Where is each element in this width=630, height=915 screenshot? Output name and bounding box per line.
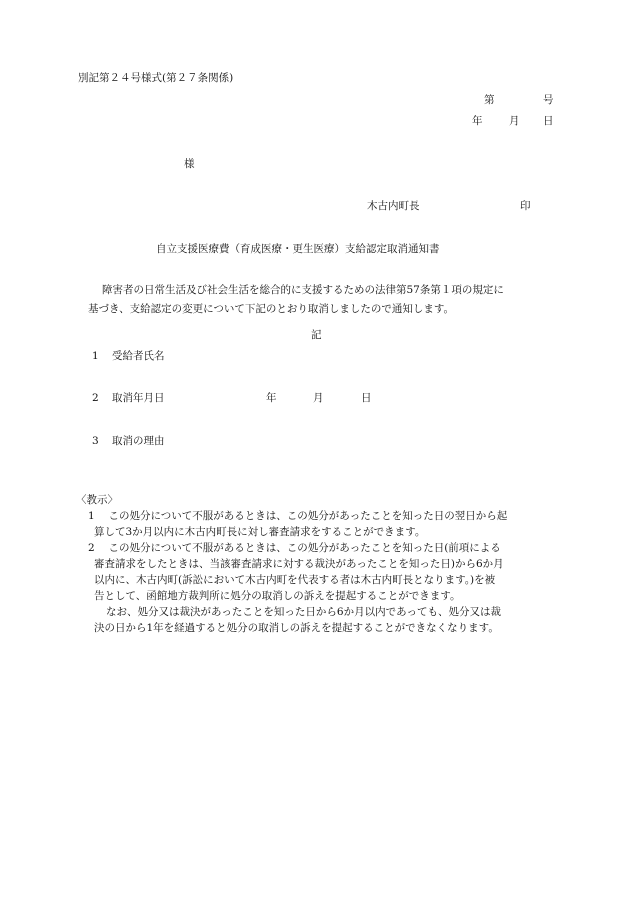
item-1-number: 1: [92, 350, 99, 362]
item-2-number: 2: [92, 392, 99, 404]
ki-label: 記: [311, 329, 322, 341]
body-line: 障害者の日常生活及び社会生活を総合的に支援するための法律第57条第１項の規定に: [102, 284, 504, 296]
notice-line: 審査請求をしたときは、当該審査請求に対する裁決があったことを知った日)から6か月: [94, 558, 504, 570]
notice-section: [76, 492, 507, 636]
issuer-name: 木古内町長: [367, 200, 420, 212]
notice-line: 告として、函館地方裁判所に処分の取消しの訴えを提起することができます。: [94, 590, 461, 602]
notice-line: 以内に、木古内町(訴訟において木古内町を代表する者は木古内町長となります。)を被: [94, 574, 496, 586]
item-3-number: 3: [92, 435, 99, 447]
body-paragraph: [78, 281, 504, 319]
notice-heading: 〈教示〉: [76, 494, 118, 506]
item-3-label: 取消の理由: [112, 435, 165, 447]
number-suffix: 号: [543, 94, 554, 106]
body-line: 基づき、支給認定の変更について下記のとおり取消しましたので通知します。: [88, 303, 455, 315]
document-title: 自立支援医療費（育成医療・更生医療）支給認定取消通知書: [156, 243, 440, 255]
notice-line: なお、処分又は裁決があったことを知った日から6か月以内であっても、処分又は裁: [106, 606, 501, 618]
item-1-label: 受給者氏名: [112, 350, 165, 362]
item-2-day: 日: [361, 392, 372, 404]
form-label: 別記第２４号様式(第２７条関係): [78, 72, 234, 84]
notice-line: 2 この処分について不服があるときは、この処分があったことを知った日(前項による: [88, 542, 501, 554]
addressee-suffix: 様: [184, 158, 195, 170]
notice-line: 算して3か月以内に木古内町長に対し審査請求をすることができます。: [94, 526, 426, 538]
number-prefix: 第: [484, 94, 495, 106]
notice-line: 1 この処分について不服があるときは、この処分があったことを知った日の翌日から起: [88, 510, 508, 522]
issuer-seal: 印: [520, 200, 531, 212]
item-2-year: 年: [266, 392, 277, 404]
notice-line: 決の日から1年を経過すると処分の取消しの訴えを提起することができなくなります。: [94, 622, 499, 634]
date-month: 月: [509, 115, 520, 127]
date-day: 日: [543, 115, 554, 127]
date-year: 年: [472, 115, 483, 127]
item-2-label: 取消年月日: [112, 392, 165, 404]
item-2-month: 月: [313, 392, 324, 404]
